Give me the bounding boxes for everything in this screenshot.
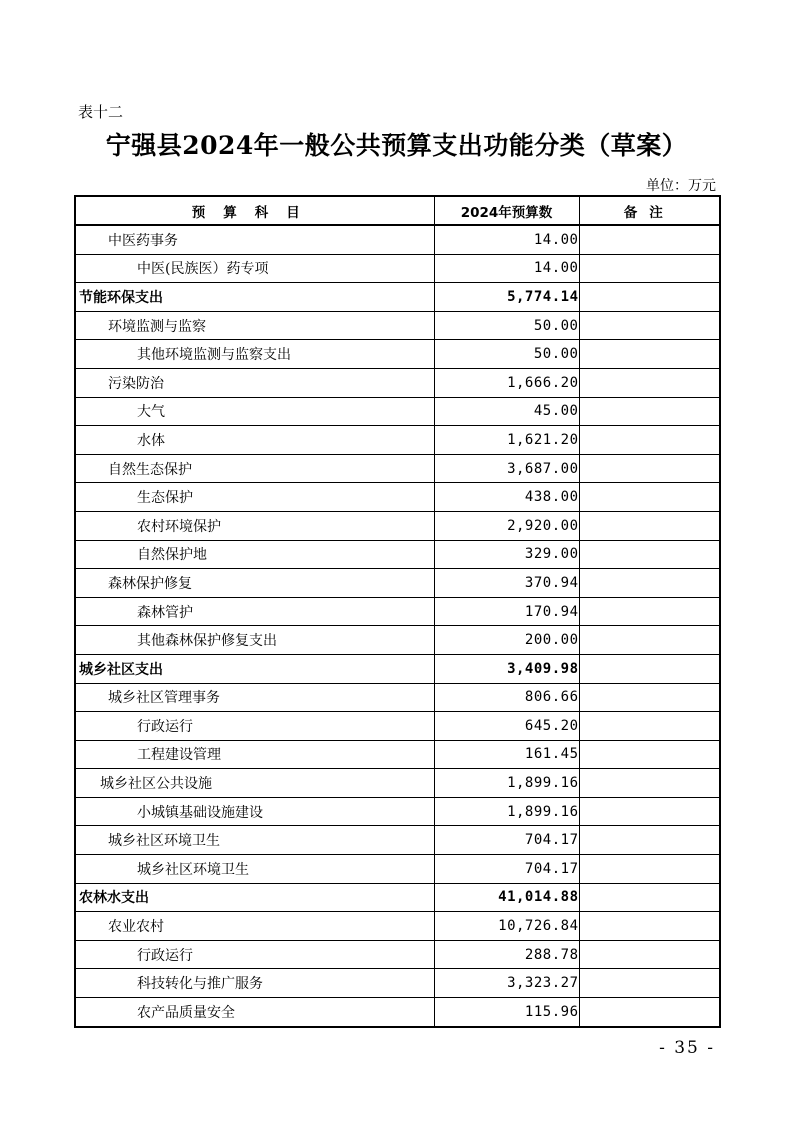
row-amount: 50.00 [434, 311, 579, 340]
table-row [75, 569, 720, 598]
row-amount: 704.17 [434, 855, 579, 884]
table-row [75, 511, 720, 540]
header-note: 备注 [579, 196, 720, 225]
row-subject: 其他环境监测与监察支出 [75, 340, 434, 369]
row-subject: 行政运行 [75, 940, 434, 969]
row-subject: 大气 [75, 397, 434, 426]
row-amount: 161.45 [434, 740, 579, 769]
row-note [579, 626, 720, 655]
table-row [75, 912, 720, 941]
header-subject: 预算科目 [75, 196, 434, 225]
row-note [579, 855, 720, 884]
row-subject: 城乡社区环境卫生 [75, 855, 434, 884]
row-note [579, 368, 720, 397]
header-amount: 2024年预算数 [434, 196, 579, 225]
table-row [75, 883, 720, 912]
row-subject: 工程建设管理 [75, 740, 434, 769]
row-note [579, 654, 720, 683]
row-amount: 3,409.98 [434, 654, 579, 683]
table-row [75, 969, 720, 998]
row-amount: 2,920.00 [434, 511, 579, 540]
row-amount: 3,323.27 [434, 969, 579, 998]
row-note [579, 283, 720, 312]
row-subject: 环境监测与监察 [75, 311, 434, 340]
table-row [75, 426, 720, 455]
table-row [75, 483, 720, 512]
row-amount: 41,014.88 [434, 883, 579, 912]
row-note [579, 797, 720, 826]
row-amount: 370.94 [434, 569, 579, 598]
table-row [75, 597, 720, 626]
row-subject: 城乡社区管理事务 [75, 683, 434, 712]
table-row [75, 368, 720, 397]
row-subject: 农林水支出 [75, 883, 434, 912]
row-amount: 438.00 [434, 483, 579, 512]
row-note [579, 254, 720, 283]
row-subject: 农业农村 [75, 912, 434, 941]
budget-table [74, 195, 721, 1028]
row-amount: 704.17 [434, 826, 579, 855]
row-subject: 城乡社区公共设施 [75, 769, 434, 798]
row-note [579, 511, 720, 540]
row-subject: 中医(民族医）药专项 [75, 254, 434, 283]
table-row [75, 225, 720, 254]
row-note [579, 454, 720, 483]
row-amount: 3,687.00 [434, 454, 579, 483]
row-note [579, 969, 720, 998]
row-subject: 城乡社区环境卫生 [75, 826, 434, 855]
row-subject: 自然保护地 [75, 540, 434, 569]
table-row [75, 826, 720, 855]
row-note [579, 740, 720, 769]
row-note [579, 569, 720, 598]
row-amount: 14.00 [434, 254, 579, 283]
table-row [75, 683, 720, 712]
row-note [579, 225, 720, 254]
row-note [579, 426, 720, 455]
row-note [579, 340, 720, 369]
table-row [75, 998, 720, 1027]
row-amount: 5,774.14 [434, 283, 579, 312]
row-note [579, 769, 720, 798]
table-row [75, 626, 720, 655]
document-title: 宁强县2024年一般公共预算支出功能分类（草案） [105, 131, 688, 160]
row-subject: 农村环境保护 [75, 511, 434, 540]
table-row [75, 397, 720, 426]
table-header [75, 196, 720, 225]
row-note [579, 826, 720, 855]
table-row [75, 712, 720, 741]
table-row [75, 654, 720, 683]
row-amount: 1,899.16 [434, 769, 579, 798]
row-note [579, 397, 720, 426]
row-subject: 森林保护修复 [75, 569, 434, 598]
table-row [75, 940, 720, 969]
row-note [579, 712, 720, 741]
table-row [75, 769, 720, 798]
table-row [75, 283, 720, 312]
table-row [75, 254, 720, 283]
table-row [75, 311, 720, 340]
row-note [579, 998, 720, 1027]
row-amount: 1,899.16 [434, 797, 579, 826]
row-amount: 1,621.20 [434, 426, 579, 455]
page-number: - 35 - [659, 1038, 715, 1058]
table-row [75, 454, 720, 483]
row-amount: 1,666.20 [434, 368, 579, 397]
row-note [579, 311, 720, 340]
row-amount: 45.00 [434, 397, 579, 426]
row-note [579, 883, 720, 912]
row-subject: 中医药事务 [75, 225, 434, 254]
row-subject: 节能环保支出 [75, 283, 434, 312]
row-subject: 农产品质量安全 [75, 998, 434, 1027]
row-note [579, 940, 720, 969]
row-note [579, 597, 720, 626]
row-subject: 森林管护 [75, 597, 434, 626]
header-row [75, 196, 720, 225]
row-amount: 645.20 [434, 712, 579, 741]
row-amount: 14.00 [434, 225, 579, 254]
row-subject: 生态保护 [75, 483, 434, 512]
table-row [75, 540, 720, 569]
row-amount: 50.00 [434, 340, 579, 369]
table-row [75, 797, 720, 826]
row-subject: 自然生态保护 [75, 454, 434, 483]
row-amount: 10,726.84 [434, 912, 579, 941]
table-label: 表十二 [78, 103, 124, 121]
row-subject: 城乡社区支出 [75, 654, 434, 683]
row-note [579, 540, 720, 569]
row-note [579, 912, 720, 941]
row-subject: 其他森林保护修复支出 [75, 626, 434, 655]
row-amount: 329.00 [434, 540, 579, 569]
row-amount: 200.00 [434, 626, 579, 655]
row-subject: 行政运行 [75, 712, 434, 741]
row-amount: 170.94 [434, 597, 579, 626]
row-note [579, 483, 720, 512]
row-note [579, 683, 720, 712]
row-subject: 科技转化与推广服务 [75, 969, 434, 998]
table-row [75, 855, 720, 884]
table-body [75, 225, 720, 1027]
unit-label: 单位：万元 [646, 178, 716, 194]
table-row [75, 340, 720, 369]
row-subject: 小城镇基础设施建设 [75, 797, 434, 826]
row-amount: 115.96 [434, 998, 579, 1027]
row-subject: 水体 [75, 426, 434, 455]
table-row [75, 740, 720, 769]
row-amount: 288.78 [434, 940, 579, 969]
row-subject: 污染防治 [75, 368, 434, 397]
row-amount: 806.66 [434, 683, 579, 712]
